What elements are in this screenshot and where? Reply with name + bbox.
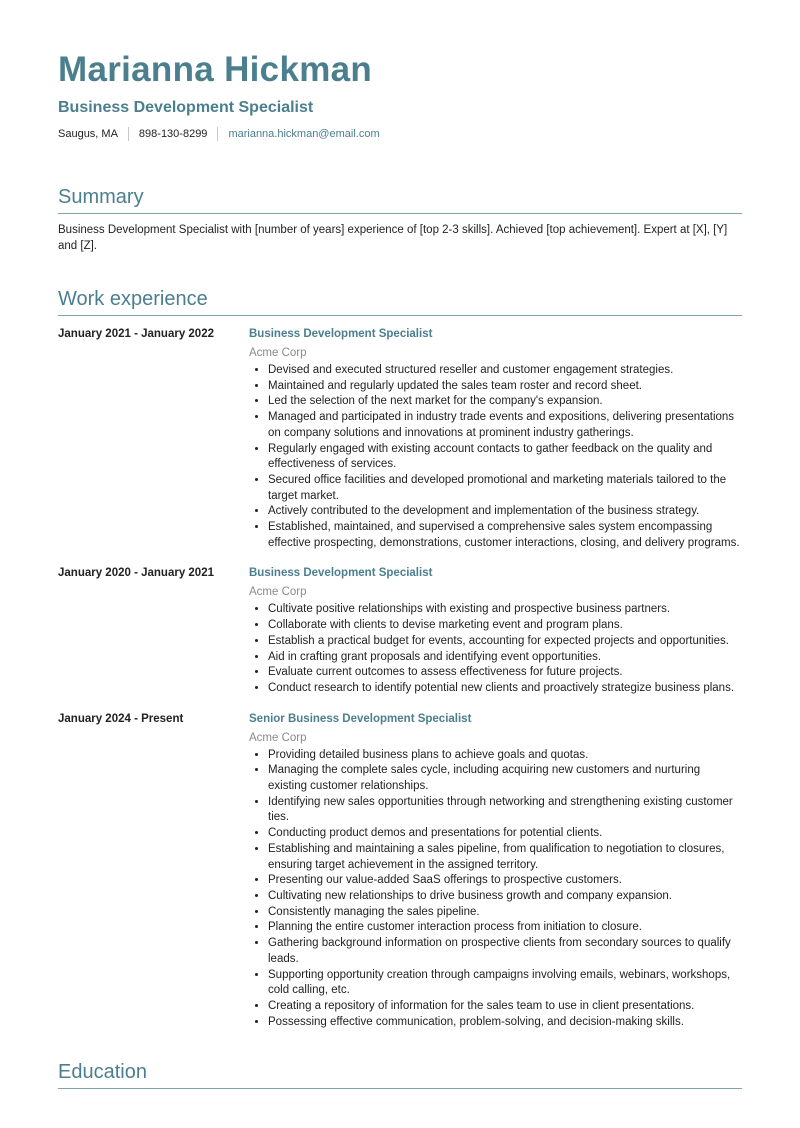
job-bullet: • Aid in crafting grant proposals and identifying event opportunities. <box>268 650 742 666</box>
resume-content <box>58 0 742 1089</box>
job-bullet: • Establish a practical budget for events, accounting for expected projects and opportunities. <box>268 634 742 650</box>
job-bullet: • Regularly engaged with existing account contacts to gather feedback on the quality and effectiveness of services. <box>268 442 742 473</box>
work-experience-title: Work experience <box>58 287 742 316</box>
education-section <box>58 1060 742 1089</box>
job-bullet: • Collaborate with clients to devise marketing event and program plans. <box>268 618 742 634</box>
candidate-name: Marianna Hickman <box>58 50 373 89</box>
job-bullets <box>249 602 742 696</box>
contact-info <box>58 127 742 141</box>
job-dates: January 2020 - January 2021 <box>58 567 214 580</box>
job-entry <box>58 326 742 551</box>
job-company: Acme Corp <box>249 586 307 599</box>
job-bullet: • Conducting product demos and presentations for potential clients. <box>268 826 742 842</box>
contact-phone: 898-130-8299 <box>128 127 218 141</box>
job-entry <box>58 565 742 696</box>
job-bullet: • Planning the entire customer interaction process from initiation to closure. <box>268 920 742 936</box>
job-details <box>249 711 742 1031</box>
job-bullet: • Establishing and maintaining a sales pipeline, from qualification to negotiation to closures, ensuring target achievement in the assigned territory. <box>268 842 742 873</box>
job-bullet: • Gathering background information on prospective clients from secondary sources to qualify leads. <box>268 936 742 967</box>
job-details <box>249 326 742 551</box>
job-company: Acme Corp <box>249 347 307 359</box>
contact-email-link[interactable]: marianna.hickman@email.com <box>217 127 389 141</box>
job-bullet: • Managed and participated in industry trade events and expositions, delivering presentations on company solutions and innovations at prominent industry gatherings. <box>268 410 742 441</box>
job-company: Acme Corp <box>249 731 307 744</box>
job-bullet: • Presenting our value-added SaaS offerings to prospective customers. <box>268 873 742 889</box>
job-bullet: • Maintained and regularly updated the sales team roster and record sheet. <box>268 379 742 395</box>
summary-title: Summary <box>58 185 742 214</box>
resume-header <box>58 0 742 141</box>
candidate-headline: Business Development Specialist <box>58 99 314 116</box>
summary-section <box>58 185 742 254</box>
job-bullet: • Devised and executed structured reseller and customer engagement strategies. <box>268 363 742 379</box>
job-title: Business Development Specialist <box>249 567 433 580</box>
work-experience-section <box>58 287 742 1030</box>
job-bullet: • Identifying new sales opportunities through networking and strengthening existing customer ties. <box>268 795 742 826</box>
job-bullet: • Managing the complete sales cycle, including acquiring new customers and nurturing existing customer relationships. <box>268 763 742 794</box>
education-title: Education <box>58 1060 742 1089</box>
job-dates: January 2021 - January 2022 <box>58 328 214 340</box>
job-bullet: • Evaluate current outcomes to assess effectiveness for future projects. <box>268 665 742 681</box>
summary-text: Business Development Specialist with [number of years] experience of [top 2-3 skills]. Achieved [top achievement]. Expert at [X], [Y] and [Z]. <box>58 224 728 252</box>
job-bullet: • Supporting opportunity creation through campaigns involving emails, webinars, workshops, cold calling, etc. <box>268 968 742 999</box>
job-bullet: • Cultivating new relationships to drive business growth and company expansion. <box>268 889 742 905</box>
job-bullet: • Led the selection of the next market for the company's expansion. <box>268 394 742 410</box>
job-bullet: • Established, maintained, and supervised a comprehensive sales system encompassing effective prospecting, demonstrations, customer interactions, closing, and delivery programs. <box>268 520 742 551</box>
contact-location: Saugus, MA <box>58 128 118 140</box>
job-bullets <box>249 748 742 1031</box>
job-details <box>249 565 742 696</box>
job-bullet: • Possessing effective communication, problem-solving, and decision-making skills. <box>268 1015 742 1031</box>
job-entry <box>58 711 742 1031</box>
job-title: Senior Business Development Specialist <box>249 712 472 725</box>
job-bullet: • Consistently managing the sales pipeline. <box>268 905 742 921</box>
job-bullet: • Creating a repository of information for the sales team to use in client presentations. <box>268 999 742 1015</box>
job-title: Business Development Specialist <box>249 328 433 340</box>
job-bullet: • Secured office facilities and developed promotional and marketing materials tailored to the target market. <box>268 473 742 504</box>
job-bullet: • Cultivate positive relationships with existing and prospective business partners. <box>268 602 742 618</box>
job-bullet: • Actively contributed to the development and implementation of the business strategy. <box>268 504 742 520</box>
job-dates: January 2024 - Present <box>58 712 184 725</box>
job-bullet: • Providing detailed business plans to achieve goals and quotas. <box>268 748 742 764</box>
job-bullet: • Conduct research to identify potential new clients and proactively strategize business plans. <box>268 681 742 697</box>
job-bullets <box>249 363 742 551</box>
